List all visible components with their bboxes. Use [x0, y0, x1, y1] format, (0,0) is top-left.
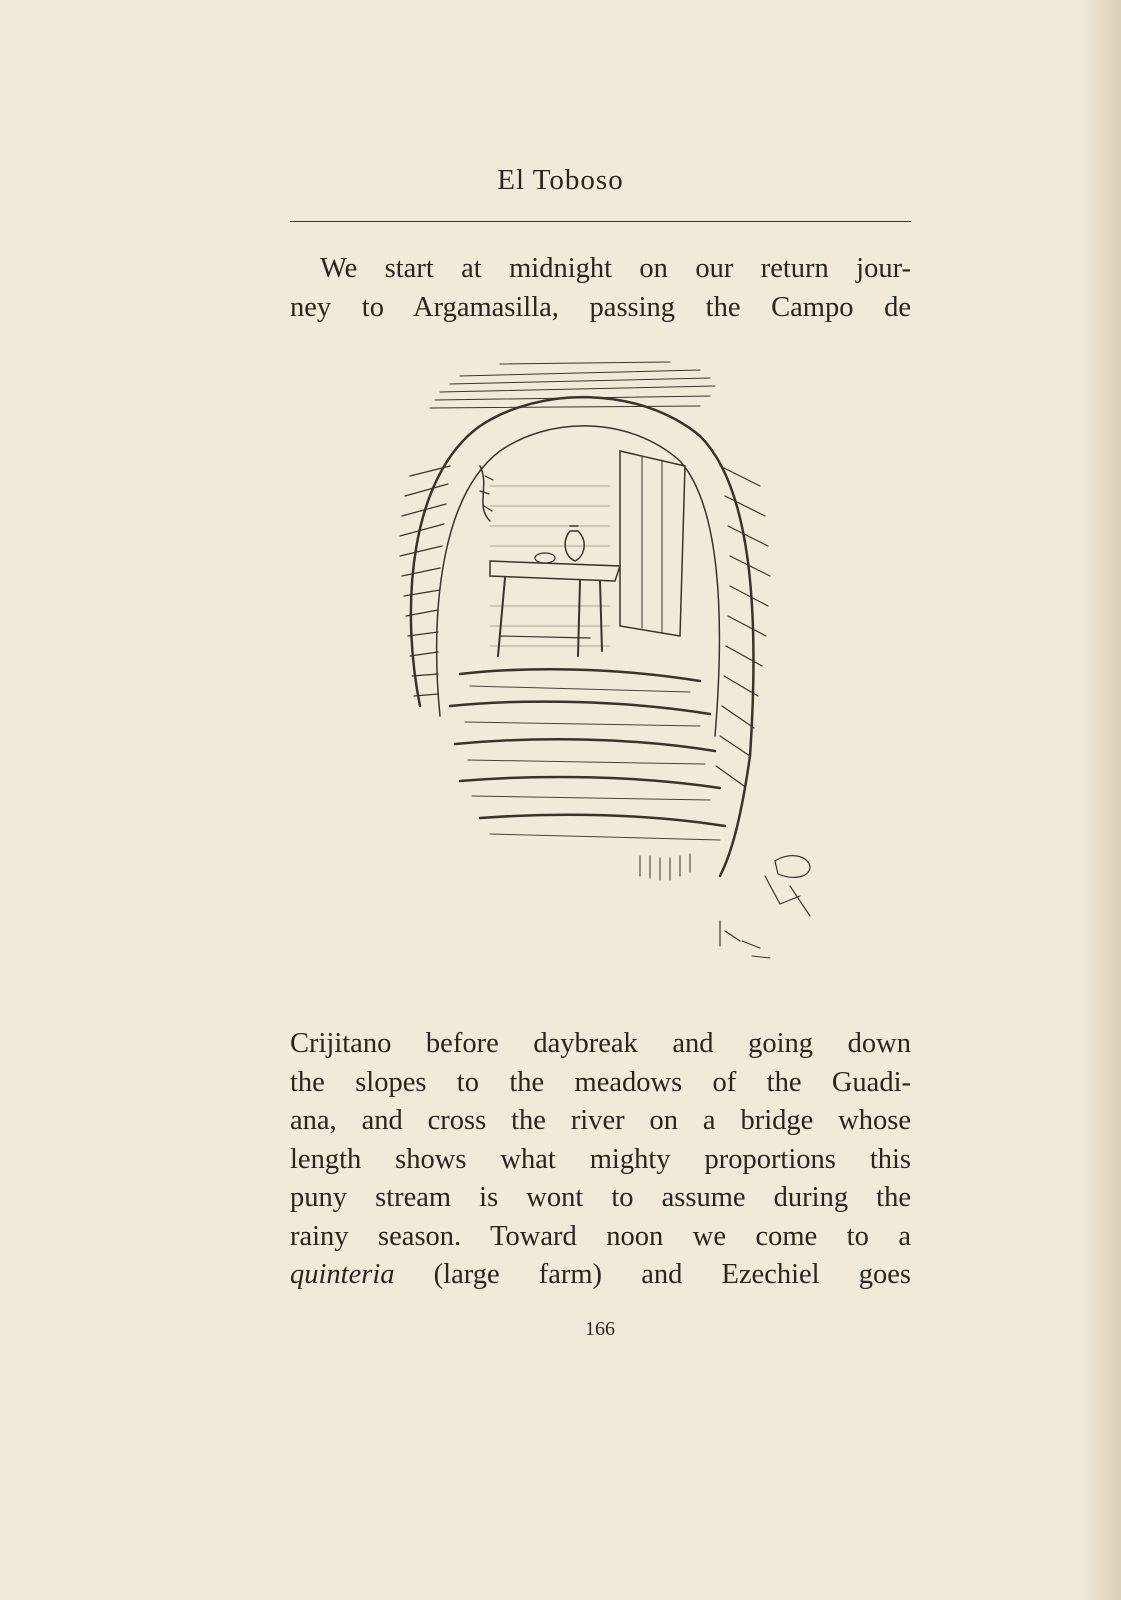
text-line-last: [290, 1256, 911, 1295]
italic-term: quinteria: [290, 1259, 395, 1290]
text-line: ana, and cross the river on a bridge whose: [290, 1105, 911, 1136]
paragraph-1: [290, 250, 911, 327]
paragraph-2: [290, 1025, 911, 1295]
text-line: We start at midnight on our return jour-: [320, 253, 911, 284]
text-line: rainy season. Toward noon we come to a: [290, 1220, 911, 1252]
cave-doorway-illustration: [380, 356, 840, 996]
text-line: Crijitano before daybreak and going down: [290, 1028, 911, 1059]
running-head: El Toboso: [497, 164, 624, 196]
text-line: length shows what mighty proportions this: [290, 1143, 911, 1175]
page-edge-shadow: [1081, 0, 1121, 1600]
text-line: the slopes to the meadows of the Guadi-: [290, 1066, 911, 1098]
text-line-rest: (large farm) and Ezechiel goes: [394, 1259, 911, 1290]
text-line: ney to Argamasilla, passing the Campo de: [290, 291, 911, 323]
text-line: puny stream is wont to assume during the: [290, 1182, 911, 1213]
page-number: 166: [585, 1318, 615, 1340]
header-rule: [290, 221, 911, 222]
